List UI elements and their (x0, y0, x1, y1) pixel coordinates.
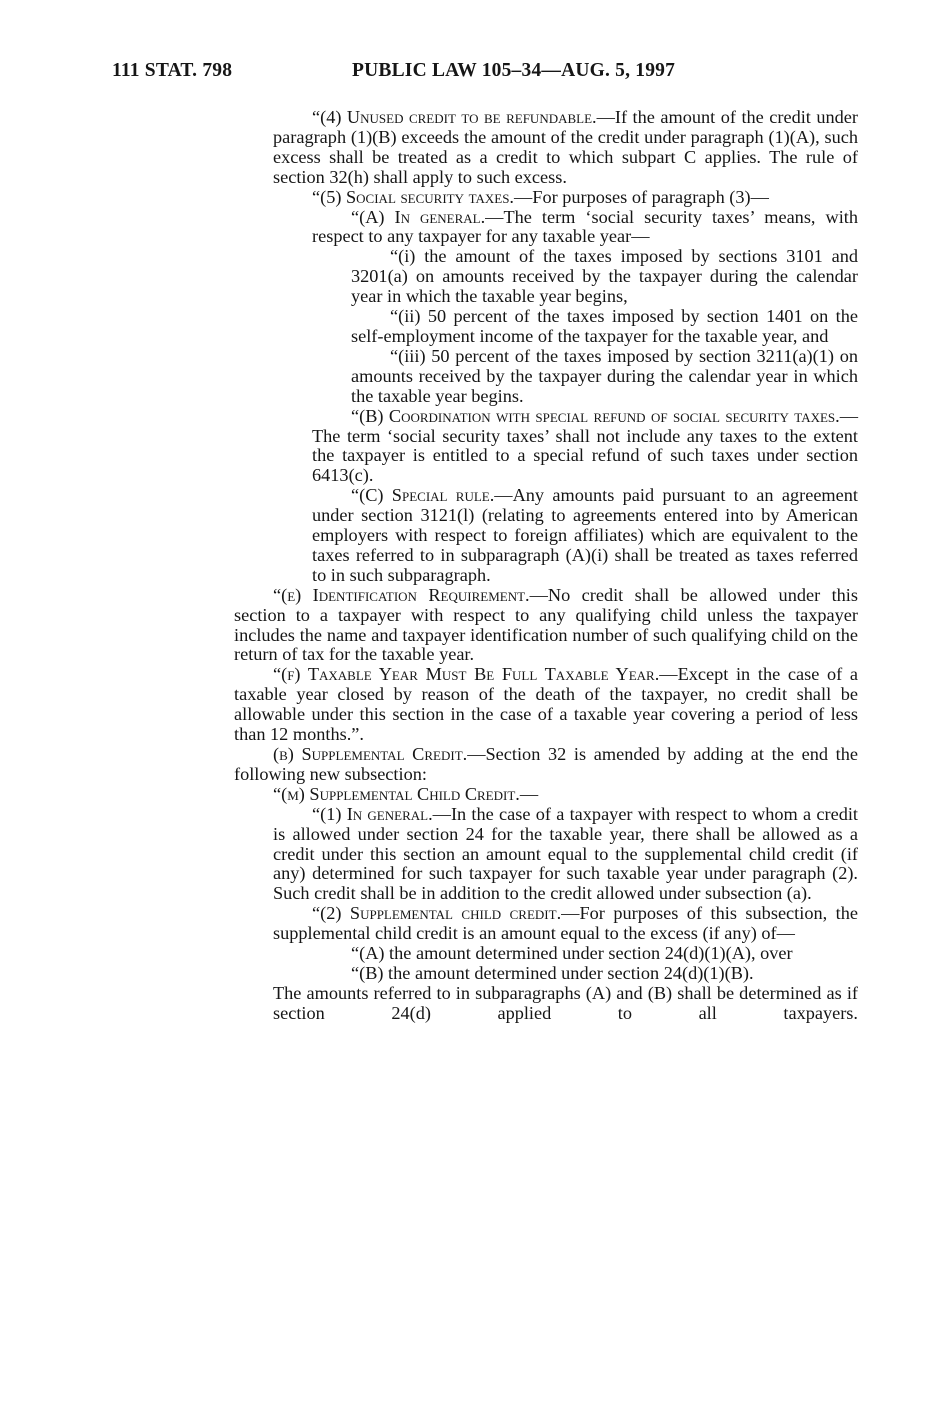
subparagraph-A (234, 208, 858, 248)
text: Except in the case of a taxable year closed by reason of the death of the taxpayer, no credit shall be allowable under this section in the case of a taxable year covering a period of less than 12 months.”. (234, 664, 858, 745)
subparagraph-m-2-A: “(A) the amount determined under section 24(d)(1)(A), over (351, 943, 793, 964)
document-body (234, 108, 858, 1024)
heading: “(m) Supplemental Child Credit.— (273, 783, 539, 804)
heading: “(B) Coordination with special refund of social security taxes.— (351, 405, 858, 426)
text: If the amount of the credit under paragraph (1)(B) exceeds the amount of the credit under paragraph (1)(A), such excess shall be treated as a credit to which subpart C applies. The rule of section 32(h) shall apply to such excess. (273, 107, 858, 187)
subsection-m (234, 785, 858, 805)
subsection-f (234, 665, 858, 745)
text: Section 32 is amended by adding at the end the following new subsection: (234, 744, 858, 784)
clause-i: “(i) the amount of the taxes imposed by sections 3101 and 3201(a) on amounts received by the taxpayer during the calendar year in which the taxable year begins, (351, 246, 858, 307)
statute-page-number: 111 STAT. 798 (112, 60, 233, 81)
clause-ii: “(ii) 50 percent of the taxes imposed by section 1401 on the self-employment income of the taxpayer for the taxable year, and (351, 306, 858, 346)
subparagraph-B (234, 407, 858, 487)
public-law-citation: PUBLIC LAW 105–34—AUG. 5, 1997 (352, 60, 676, 81)
text: In the case of a taxpayer with respect to whom a credit is allowed under section 24 for the taxable year, there shall be allowed as a credit under this section an amount equal to the supplemental child credit (if any) determined for such taxpayer for such taxable year under paragraph (2). Such credit shall be in addition to the credit allowed under subsection (a). (273, 803, 858, 904)
heading: (b) Supplemental Credit.— (273, 744, 486, 764)
text: Any amounts paid pursuant to an agreement under section 3121(l) (relating to agreements entered into by American employers with respect to foreign affiliates) which are equivalent to the taxes referred to in subparagraph (A)(i) shall be treated as taxes referred to in such subparagraph. (312, 485, 858, 585)
paragraph-5 (234, 188, 858, 208)
paragraph-m-2-tail: The amounts referred to in subparagraphs (A) and (B) shall be determined as if section 24(d) applied to all taxpayers. (273, 982, 858, 1023)
heading: “(A) In general.— (351, 206, 504, 227)
heading: “(2) Supplemental child credit.— (312, 903, 580, 924)
heading: “(4) Unused credit to be refundable.— (312, 107, 615, 127)
paragraph-4 (234, 108, 858, 188)
paragraph-m-1 (234, 805, 858, 905)
text: For purposes of paragraph (3)— (532, 186, 769, 207)
heading: “(f) Taxable Year Must Be Full Taxable Year.— (273, 664, 678, 685)
subsection-b (234, 745, 858, 785)
clause-iii: “(iii) 50 percent of the taxes imposed by section 3211(a)(1) on amounts received by the taxpayer during the calendar year in which the taxable year begins. (351, 345, 858, 406)
subparagraph-m-2-B: “(B) the amount determined under section 24(d)(1)(B). (351, 962, 754, 983)
text: The term ‘social security taxes’ shall not include any taxes to the extent the taxpayer is entitled to a special refund of such taxes under section 6413(c). (312, 425, 858, 486)
paragraph-m-2 (234, 904, 858, 944)
subsection-e (234, 586, 858, 666)
heading: “(5) Social security taxes.— (312, 186, 533, 207)
heading: “(C) Special rule.— (351, 485, 513, 506)
heading: “(e) Identification Requirement.— (273, 584, 548, 605)
heading: “(1) In general.— (312, 803, 451, 824)
text: The term ‘social security taxes’ means, with respect to any taxpayer for any taxable year— (312, 206, 858, 247)
text: No credit shall be allowed under this section to a taxpayer with respect to any qualifying child unless the taxpayer includes the name and taxpayer identification number of such qualifying child on the return of tax for the taxable year. (234, 584, 858, 665)
text: For purposes of this subsection, the supplemental child credit is an amount equal to the excess (if any) of— (273, 903, 859, 944)
subparagraph-C (234, 486, 858, 586)
page-header (0, 60, 944, 88)
